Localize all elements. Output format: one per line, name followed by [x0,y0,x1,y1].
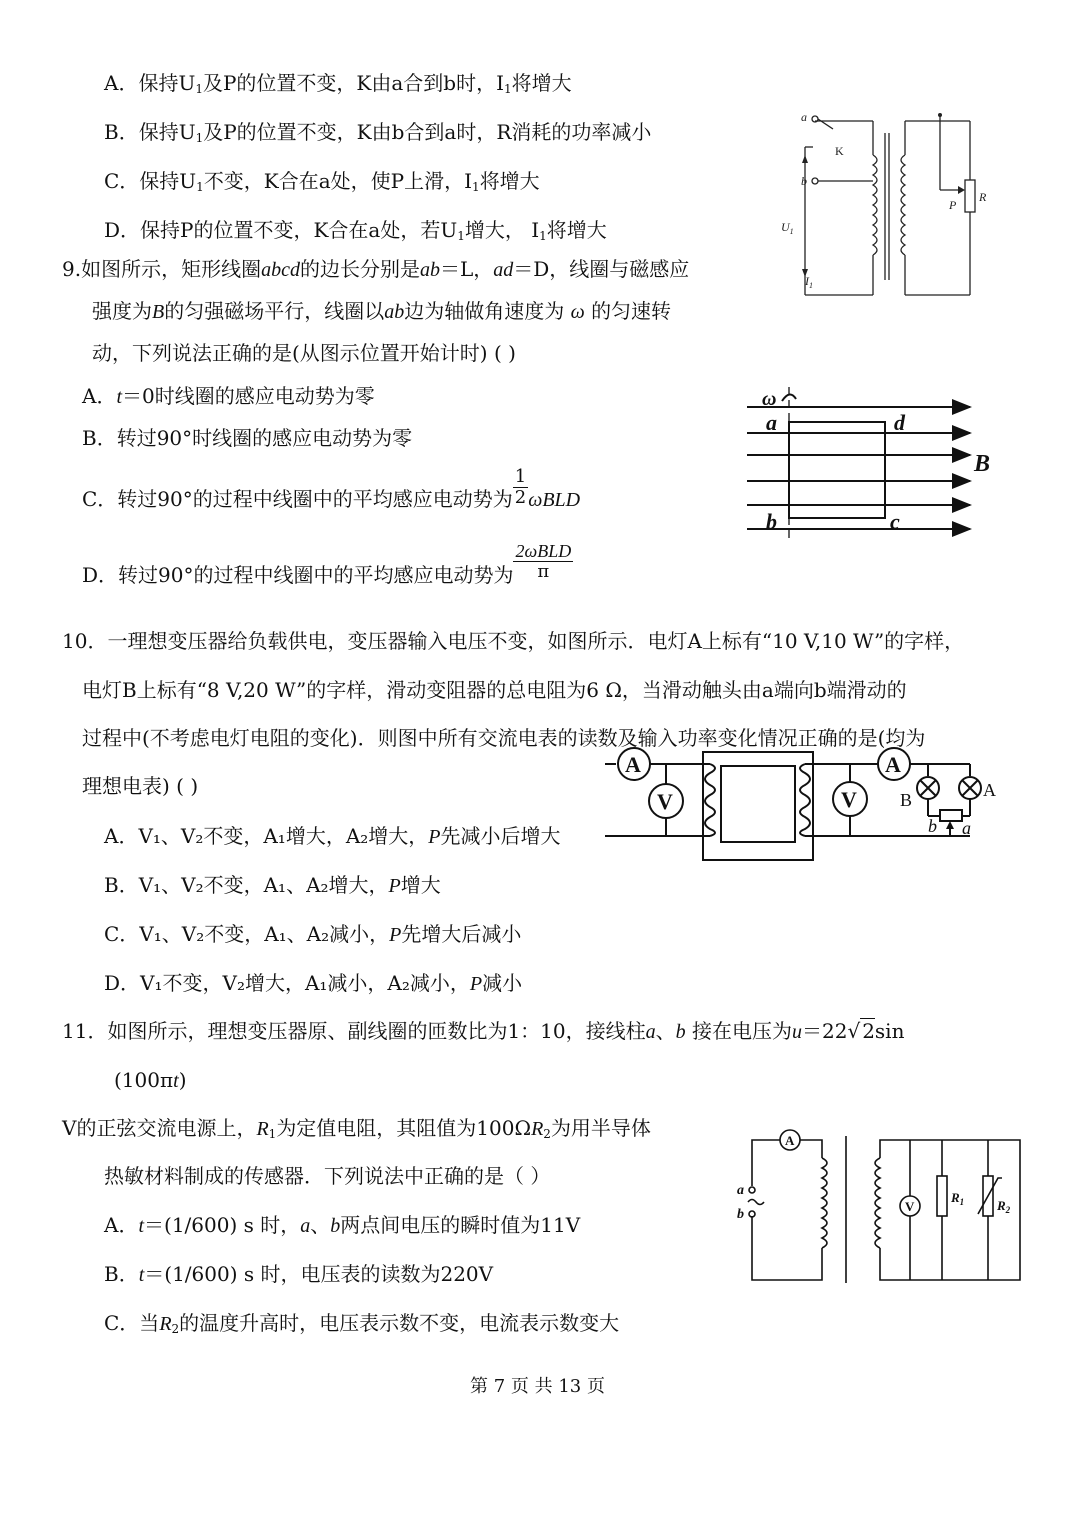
q11-stem-line-3: V的正弦交流电源上，$R_1$为定值电阻，其阻值为$100\Omega R_2$为用半导体 [62,1116,651,1141]
fig8-label-u1: $U_1$ [781,220,794,236]
fig10-voltmeter-1-label: V [657,789,673,814]
fig9-label-a: a [766,410,777,435]
fig9-label-b-field: B [974,451,991,477]
fig11-r2-label: $R_2$ [997,1198,1011,1215]
q10-circuit-diagram [600,742,1020,867]
q10-option-b: B．V₁、V₂不变，A₁、A₂增大，P增大 [104,873,441,897]
q9-option-b: B．转过90°时线圈的感应电动势为零 [82,426,413,450]
q11-stem-line-2: (100πt) [114,1068,187,1092]
q8-option-b: B．保持$U_1$及P的位置不变，K由b合到a时，R消耗的功率减小 [104,120,652,145]
fig11-label-a: a [737,1183,744,1198]
q10-option-a: A．V₁、V₂不变，A₁增大，A₂增大，P先减小后增大 [104,824,561,848]
q11-option-a: A．t＝(1/600) s 时，a、b两点间电压的瞬时值为11V [104,1213,581,1237]
q9-stem-line-2: 强度为B的匀强磁场平行，线圈以ab边为轴做角速度为 ω 的匀速转 [92,299,672,323]
q9-option-d: D．转过90°的过程中线圈中的平均感应电动势为 $\frac{\text{2ωBLD}}{\pi}$ [82,541,572,587]
q10-option-c: C．V₁、V₂不变，A₁、A₂减小，P先增大后减小 [104,922,522,946]
q10-stem-line-4: 理想电表) ( ) [82,774,199,798]
fig10-label-b: b [928,816,937,836]
fig10-label-a: a [962,818,971,838]
fig11-label-b: b [737,1207,744,1222]
fig8-label-p: P [949,198,957,212]
q10-stem-line-2: 电灯B上标有“8 V,20 W”的字样，滑动变阻器的总电阻为6 Ω，当滑动触头由a端向b端滑动的 [82,678,907,702]
q11-option-b: B．t＝(1/600) s 时，电压表的读数为220V [104,1262,494,1286]
q11-option-c: C．当$R_2$的温度升高时，电压表示数不变，电流表示数变大 [104,1311,620,1336]
q9-stem-line-3: 动，下列说法正确的是(从图示位置开始计时) ( ) [92,341,516,365]
fig10-lamp-b-label: B [900,790,913,810]
fig10-voltmeter-2-label: V [841,787,857,812]
fig8-label-r: R [979,190,987,204]
fig9-label-b: b [766,509,777,534]
q10-stem-line-1: 10．一理想变压器给负载供电，变压器输入电压不变，如图所示．电灯A上标有“10 V,10 W”的字样， [62,629,965,653]
fig8-label-k: K [835,144,844,158]
fig11-ammeter-label: A [785,1133,795,1148]
fig11-voltmeter-label: V [905,1199,915,1214]
q10-option-d: D．V₁不变，V₂增大，A₁减小，A₂减小，P减小 [104,971,523,995]
fig9-label-d: d [894,410,905,435]
q9-option-a: A．t＝0时线圈的感应电动势为零 [82,384,375,408]
fig9-label-omega: ω [762,388,777,410]
q11-stem-line-1: 11．如图所示，理想变压器原、副线圈的匝数比为1：10，接线柱a、b 接在电压为u＝22√ 2sin [62,1019,905,1043]
fig10-ammeter-1-label: A [625,752,641,777]
fig11-r1 [937,1176,947,1216]
q11-stem-line-4: 热敏材料制成的传感器．下列说法中正确的是（ ） [104,1164,551,1188]
fig10-rheostat [940,810,962,821]
q11-circuit-diagram [730,1128,1030,1288]
fig10-ammeter-2-label: A [885,752,901,777]
fig8-label-b: b [801,174,807,188]
fig9-label-c: c [890,509,900,534]
q9-option-c: C．转过90°的过程中线圈中的平均感应电动势为 $\frac{1}{2}$ ωBLD [82,466,581,511]
q10-stem-line-3: 过程中(不考虑电灯电阻的变化)．则图中所有交流电表的读数及输入功率变化情况正确的是(均为 [82,726,926,750]
q8-circuit-diagram [775,105,985,300]
q9-stem-line-1: 9.如图所示，矩形线圈abcd的边长分别是ab＝L，ad＝D，线圈与磁感应 [62,257,690,281]
fig10-lamp-a-label: A [983,780,996,800]
q8-option-d: D．保持P的位置不变，K合在a处，若$U_1$增大， $I_1$将增大 [104,218,607,243]
page-footer: 第 7 页 共 13 页 [470,1376,605,1397]
q9-coil-diagram [742,385,1002,545]
q8-option-c: C．保持$U_1$不变，K合在a处，使P上滑，$I_1$将增大 [104,169,540,194]
fig8-label-i1: $I_1$ [805,274,813,290]
fig8-label-a: a [801,110,807,124]
fig11-r1-label: $R_1$ [951,1190,965,1207]
q8-option-a: A．保持$U_1$及P的位置不变，K由a合到b时，$I_1$将增大 [104,71,572,96]
